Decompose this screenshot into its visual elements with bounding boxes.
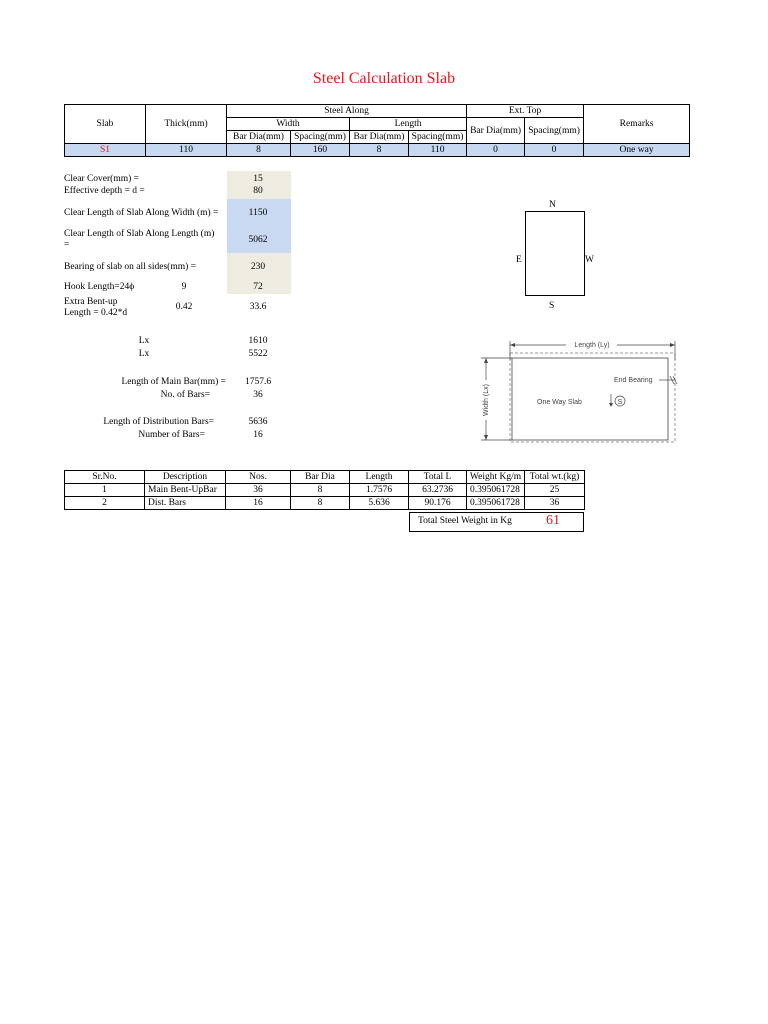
- page-title: Steel Calculation Slab: [312, 70, 456, 87]
- hook-length-label: Hook Length=24ϕ: [64, 282, 135, 292]
- col-header-bar-dia: Bar Dia: [291, 471, 350, 484]
- cell-length-spacing[interactable]: 110: [409, 144, 467, 157]
- header-length: Length: [350, 118, 467, 131]
- hook-length-value: 72: [253, 282, 263, 292]
- width-lx-label: Width (Lx): [483, 384, 490, 416]
- slab-steel-table: [64, 104, 690, 157]
- bearing-value[interactable]: 230: [250, 262, 266, 272]
- table-row: [65, 497, 585, 510]
- length-ly-label: Length (Ly): [574, 342, 610, 349]
- clear-length-length-value[interactable]: 5062: [248, 235, 268, 245]
- lx-label-2: Lx: [138, 349, 150, 359]
- total-steel-weight-label: Total Steel Weight in Kg: [418, 516, 512, 526]
- col-header-sr-no: Sr.No.: [65, 471, 145, 484]
- cell-length: 5.636: [350, 497, 409, 510]
- header-remarks: Remarks: [584, 105, 690, 144]
- cell-nos: 36: [226, 484, 291, 497]
- col-header-total-wt: Total wt.(kg): [525, 471, 585, 484]
- col-header-length: Length: [350, 471, 409, 484]
- main-bar-count-value: 36: [253, 390, 263, 400]
- lx-value-2: 5522: [248, 349, 268, 359]
- header-ext-top: Ext. Top: [467, 105, 584, 118]
- main-bar-length-value: 1757.6: [244, 377, 272, 387]
- lx-value-1: 1610: [248, 336, 268, 346]
- clear-length-width-value[interactable]: 1150: [248, 208, 268, 218]
- slab-outer-outline: [510, 353, 675, 442]
- cell-total-l: 90.176: [409, 497, 467, 510]
- slab-inner-outline: [512, 358, 668, 440]
- table-row: [65, 484, 585, 497]
- cell-total-wt: 36: [525, 497, 585, 510]
- effective-depth-label: Effective depth = d =: [64, 186, 145, 196]
- header-slab: Slab: [65, 105, 146, 144]
- cell-weight: 0.395061728: [467, 497, 525, 510]
- header-length-spacing: Spacing(mm): [409, 131, 467, 144]
- cell-ext-spacing[interactable]: 0: [525, 144, 584, 157]
- compass-north: N: [549, 200, 556, 210]
- col-header-description: Description: [145, 471, 226, 484]
- col-header-weight: Weight Kg/m: [467, 471, 525, 484]
- header-width: Width: [227, 118, 350, 131]
- s-symbol: S: [617, 399, 623, 406]
- total-steel-weight-box: [409, 512, 584, 532]
- bentup-label-formula: Length = 0.42*d: [64, 308, 128, 318]
- clear-length-length-label-eq: =: [64, 240, 70, 250]
- cell-sr-no: 2: [65, 497, 145, 510]
- clear-length-length-label: Clear Length of Slab Along Length (m): [64, 229, 215, 239]
- one-way-slab-label: One Way Slab: [537, 399, 582, 406]
- bearing-label: Bearing of slab on all sides(mm) =: [64, 262, 196, 272]
- header-width-spacing: Spacing(mm): [291, 131, 350, 144]
- cell-thick[interactable]: 110: [146, 144, 227, 157]
- header-thick: Thick(mm): [146, 105, 227, 144]
- cell-sr-no: 1: [65, 484, 145, 497]
- cell-width-spacing[interactable]: 160: [291, 144, 350, 157]
- bentup-factor: 0.42: [175, 302, 193, 312]
- cell-total-l: 63.2736: [409, 484, 467, 497]
- cell-total-wt: 25: [525, 484, 585, 497]
- clear-cover-label: Clear Cover(mm) =: [64, 174, 140, 184]
- compass-east: E: [516, 255, 522, 265]
- cell-bar-dia: 8: [291, 497, 350, 510]
- dist-bar-count-label: Number of Bars=: [138, 430, 205, 440]
- dist-bar-length-value: 5636: [248, 417, 268, 427]
- clear-cover-value[interactable]: 15: [253, 174, 263, 184]
- header-length-bar-dia: Bar Dia(mm): [350, 131, 409, 144]
- main-bar-length-label: Length of Main Bar(mm) =: [121, 377, 226, 387]
- one-way-slab-diagram: [478, 336, 688, 450]
- main-bar-count-label: No. of Bars=: [160, 390, 210, 400]
- header-width-bar-dia: Bar Dia(mm): [227, 131, 291, 144]
- cell-nos: 16: [226, 497, 291, 510]
- cell-description: Main Bent-UpBar: [145, 484, 226, 497]
- effective-depth-value[interactable]: 80: [253, 186, 263, 196]
- cell-width-dia[interactable]: 8: [227, 144, 291, 157]
- table-row: [65, 144, 690, 157]
- bentup-label: Extra Bent-up: [64, 297, 118, 307]
- col-header-total-l: Total L: [409, 471, 467, 484]
- compass-south: S: [549, 301, 555, 311]
- table-header-row: [65, 471, 585, 484]
- cell-description: Dist. Bars: [145, 497, 226, 510]
- cell-weight: 0.395061728: [467, 484, 525, 497]
- cell-length: 1.7576: [350, 484, 409, 497]
- orientation-box: [525, 211, 585, 296]
- dist-bar-count-value: 16: [253, 430, 263, 440]
- col-header-nos: Nos.: [226, 471, 291, 484]
- bentup-value: 33.6: [249, 302, 267, 312]
- total-steel-weight-value: 61: [546, 513, 560, 528]
- compass-west: W: [585, 255, 594, 265]
- header-ext-spacing: Spacing(mm): [525, 118, 584, 144]
- end-bearing-label: End Bearing: [614, 377, 653, 384]
- cell-slab[interactable]: S1: [65, 144, 146, 157]
- hook-factor: 9: [181, 282, 187, 292]
- header-steel-along: Steel Along: [227, 105, 467, 118]
- cell-remarks[interactable]: One way: [584, 144, 690, 157]
- cell-bar-dia: 8: [291, 484, 350, 497]
- clear-length-width-label: Clear Length of Slab Along Width (m) =: [64, 208, 219, 218]
- dist-bar-length-label: Length of Distribution Bars=: [103, 417, 214, 427]
- steel-weight-table: [64, 470, 585, 510]
- cell-length-dia[interactable]: 8: [350, 144, 409, 157]
- cell-ext-dia[interactable]: 0: [467, 144, 525, 157]
- header-ext-bar-dia: Bar Dia(mm): [467, 118, 525, 144]
- lx-label-1: Lx: [138, 336, 150, 346]
